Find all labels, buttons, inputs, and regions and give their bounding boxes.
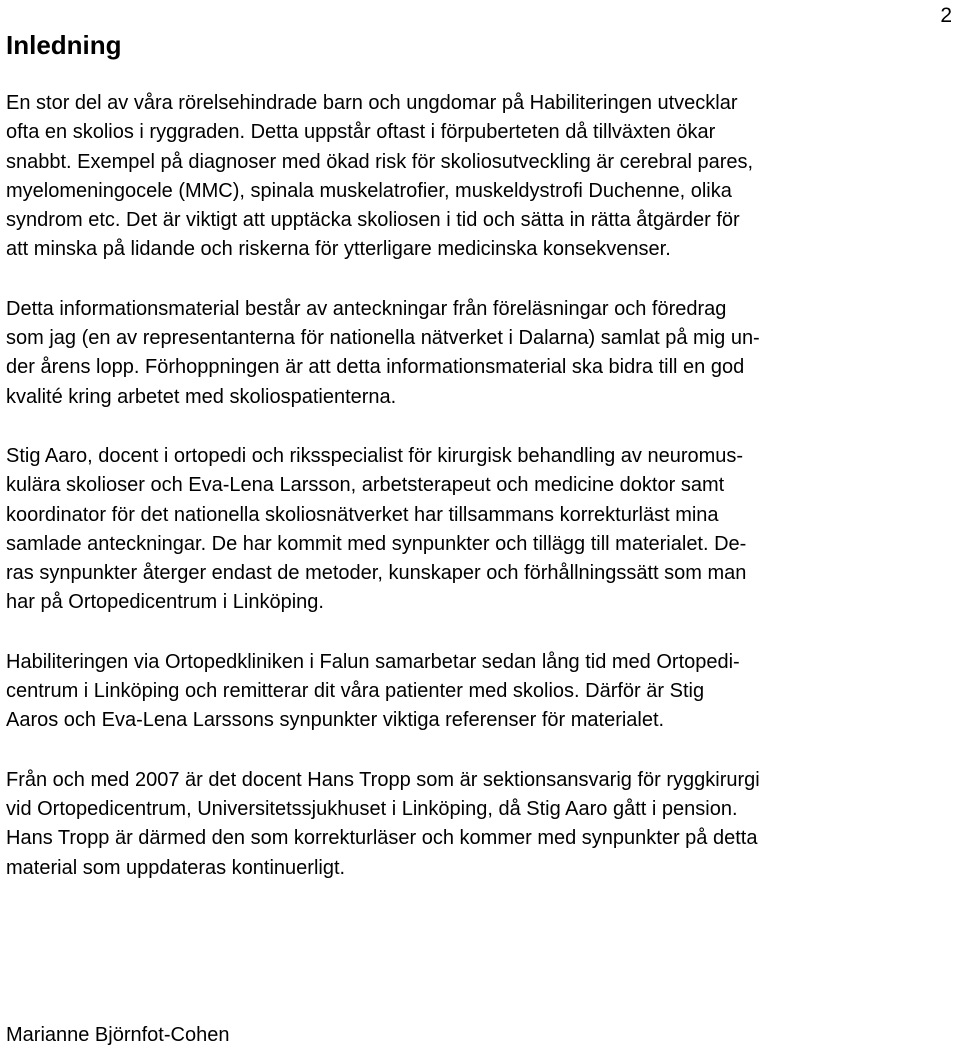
text-line: snabbt. Exempel på diagnoser med ökad risk för skoliosutveckling är cerebral pares, (6, 150, 754, 173)
text-line: myelomeningocele (MMC), spinala muskelatrofier, muskeldystrofi Duchenne, olika (6, 179, 732, 202)
text-line: ofta en skolios i ryggraden. Detta uppstår oftast i förpuberteten då tillväxten ökar (6, 121, 716, 144)
paragraph-reviewers (6, 442, 956, 618)
text-line: koordinator för det nationella skoliosnätverket har tillsammans korrekturläst mina (6, 503, 719, 526)
text-line: Hans Tropp är därmed den som korrekturläser och kommer med synpunkter på detta (6, 827, 758, 850)
text-line: som jag (en av representanterna för nationella nätverket i Dalarna) samlat på mig un- (6, 327, 760, 350)
text-line: vid Ortopedicentrum, Universitetssjukhuset i Linköping, då Stig Aaro gått i pension. (6, 797, 738, 820)
text-line: En stor del av våra rörelsehindrade barn och ungdomar på Habiliteringen utvecklar (6, 92, 738, 114)
text-line: ras synpunkter återger endast de metoder, kunskaper och förhållningssätt som man (6, 562, 747, 585)
text-line: der årens lopp. Förhoppningen är att detta informationsmaterial ska bidra till en god (6, 356, 745, 379)
page-title: Inledning (6, 30, 122, 60)
author-signature: Marianne Björnfot-Cohen (6, 1024, 230, 1046)
text-line: syndrom etc. Det är viktigt att upptäcka skoliosen i tid och sätta in rätta åtgärder för (6, 209, 740, 232)
text-line: har på Ortopedicentrum i Linköping. (6, 591, 324, 614)
paragraph-material-source (6, 295, 956, 412)
text-line: Detta informationsmaterial består av anteckningar från föreläsningar och föredrag (6, 297, 727, 320)
text-line: kvalité kring arbetet med skoliospatienterna. (6, 385, 397, 408)
paragraph-update (6, 766, 956, 883)
text-line: Habiliteringen via Ortopedkliniken i Falun samarbetar sedan lång tid med Ortopedi- (6, 650, 740, 673)
text-line: Stig Aaro, docent i ortopedi och riksspecialist för kirurgisk behandling av neuromus- (6, 444, 744, 467)
text-line: Från och med 2007 är det docent Hans Tropp som är sektionsansvarig för ryggkirurgi (6, 768, 760, 791)
paragraph-collaboration (6, 648, 956, 736)
text-line: centrum i Linköping och remitterar dit våra patienter med skolios. Därför är Stig (6, 680, 705, 703)
paragraph-introduction (6, 89, 956, 265)
page-number: 2 (940, 4, 952, 27)
text-line: kulära skolioser och Eva-Lena Larsson, arbetsterapeut och medicine doktor samt (6, 474, 725, 497)
document-body (6, 89, 956, 913)
text-line: material som uppdateras kontinuerligt. (6, 856, 346, 879)
text-line: samlade anteckningar. De har kommit med synpunkter och tillägg till materialet. De- (6, 532, 747, 555)
text-line: Aaros och Eva-Lena Larssons synpunkter viktiga referenser för materialet. (6, 709, 665, 732)
text-line: att minska på lidande och riskerna för ytterligare medicinska konsekvenser. (6, 238, 671, 261)
